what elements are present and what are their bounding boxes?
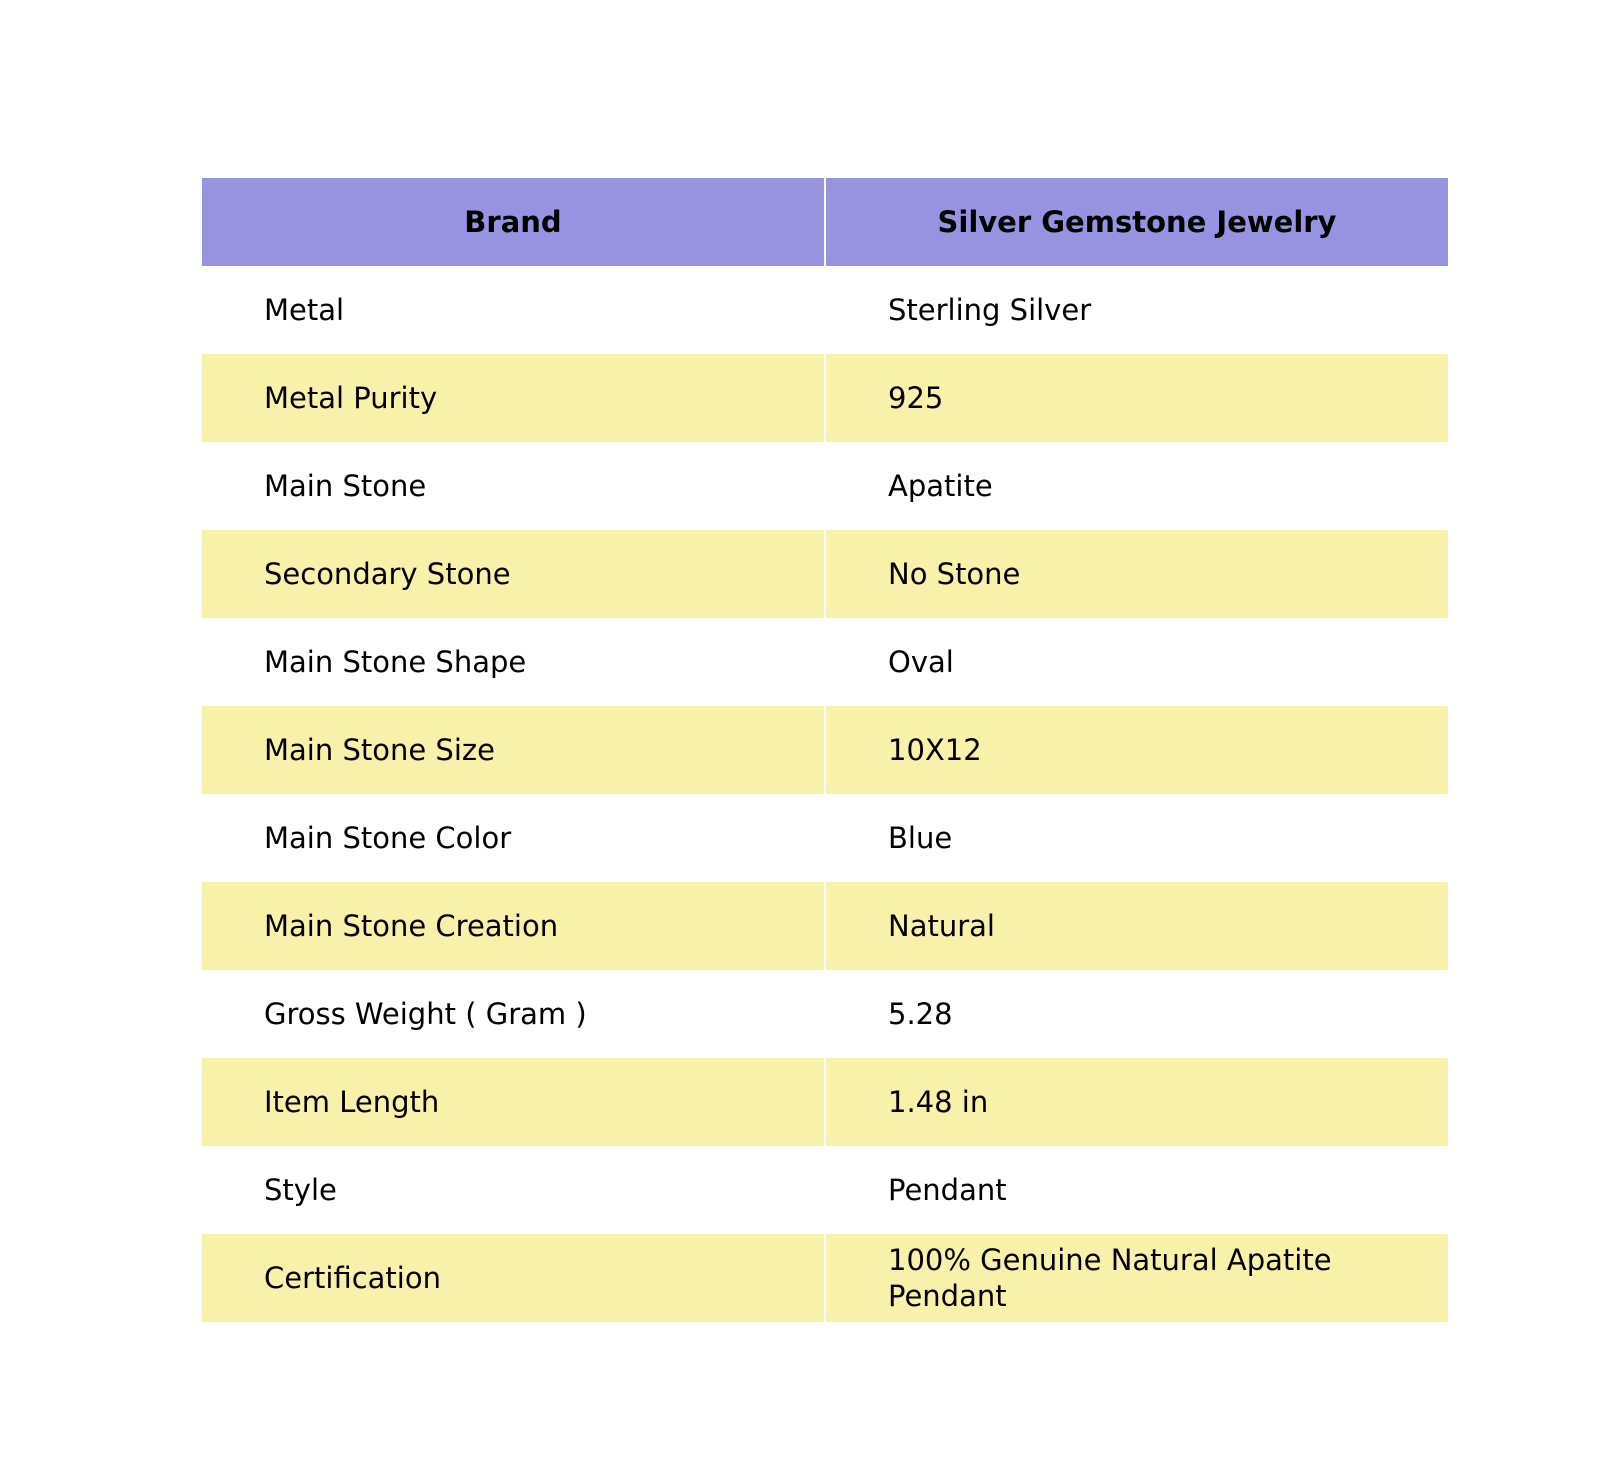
attribute-cell: Metal Purity [202, 354, 825, 442]
spec-table [202, 178, 1448, 1322]
attribute-cell: Item Length [202, 1058, 825, 1146]
value-cell: 100% Genuine Natural Apatite Pendant [825, 1234, 1448, 1322]
value-cell: Pendant [825, 1146, 1448, 1234]
attribute-cell: Main Stone Creation [202, 882, 825, 970]
table-row [202, 1146, 1448, 1234]
value-cell: 925 [825, 354, 1448, 442]
value-cell: Natural [825, 882, 1448, 970]
value-cell: No Stone [825, 530, 1448, 618]
table-row [202, 442, 1448, 530]
attribute-cell: Main Stone Size [202, 706, 825, 794]
table-row [202, 1058, 1448, 1146]
attribute-cell: Gross Weight ( Gram ) [202, 970, 825, 1058]
value-cell: Sterling Silver [825, 266, 1448, 354]
table-row [202, 618, 1448, 706]
header-cell-value: Silver Gemstone Jewelry [825, 178, 1448, 266]
value-cell: Apatite [825, 442, 1448, 530]
value-cell: Oval [825, 618, 1448, 706]
attribute-cell: Main Stone [202, 442, 825, 530]
header-row [202, 178, 1448, 266]
attribute-cell: Secondary Stone [202, 530, 825, 618]
attribute-cell: Main Stone Color [202, 794, 825, 882]
attribute-cell: Certification [202, 1234, 825, 1322]
table-row [202, 1234, 1448, 1322]
value-cell: 5.28 [825, 970, 1448, 1058]
table-row [202, 794, 1448, 882]
header-cell-attribute: Brand [202, 178, 825, 266]
attribute-cell: Main Stone Shape [202, 618, 825, 706]
table-row [202, 970, 1448, 1058]
value-cell: 10X12 [825, 706, 1448, 794]
attribute-cell: Style [202, 1146, 825, 1234]
table-row [202, 706, 1448, 794]
value-cell: Blue [825, 794, 1448, 882]
attribute-cell: Metal [202, 266, 825, 354]
table-row [202, 354, 1448, 442]
table-row [202, 266, 1448, 354]
table-row [202, 530, 1448, 618]
value-cell: 1.48 in [825, 1058, 1448, 1146]
table-row [202, 882, 1448, 970]
